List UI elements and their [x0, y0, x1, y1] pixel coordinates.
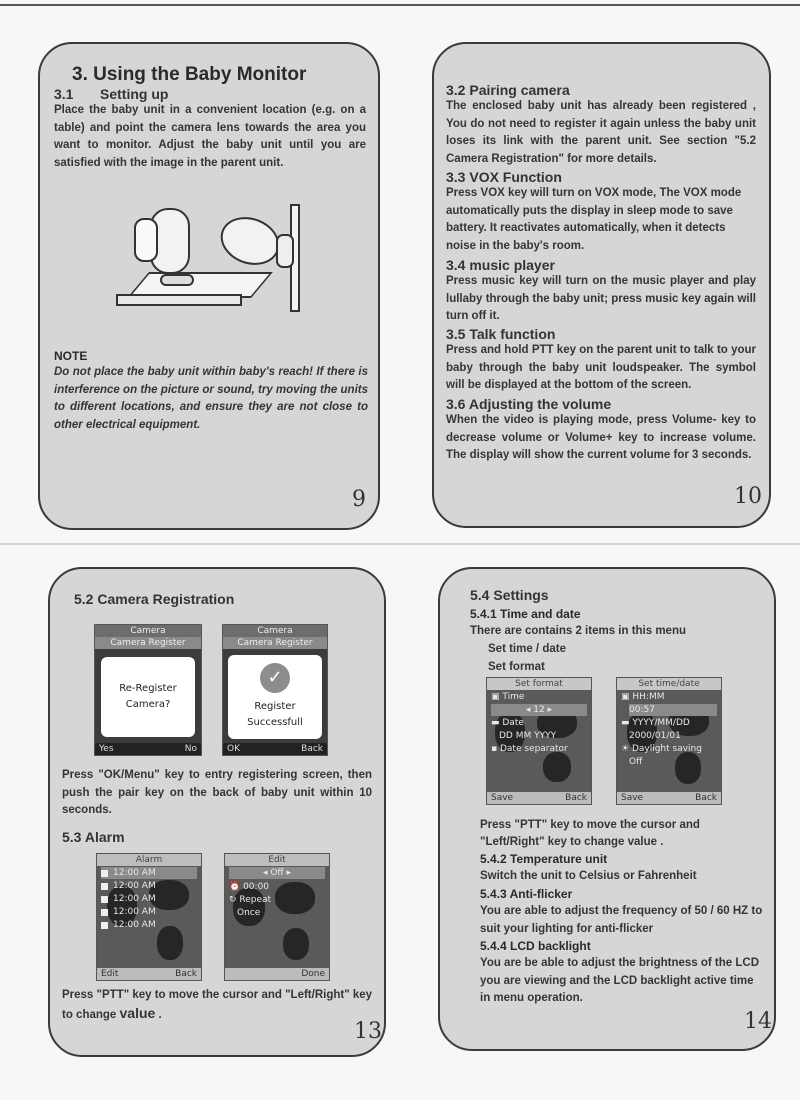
screen-header: Set time/date: [617, 678, 721, 690]
alarm-toggle[interactable]: ◂ Off ▸: [229, 867, 325, 879]
page-13-panel: [48, 567, 386, 1057]
alarm-time[interactable]: ⏰ 00:00: [229, 882, 270, 892]
set-time-date-screen: [616, 677, 722, 805]
top-sheet-edge: [0, 4, 800, 6]
set-format-screen: [486, 677, 592, 805]
alarm-repeat-value[interactable]: Once: [237, 908, 261, 918]
save-softkey[interactable]: Save: [621, 793, 644, 803]
date-label: ▬ Date: [491, 718, 524, 728]
alarm-item[interactable]: 12:00 AM: [101, 893, 197, 905]
back-softkey[interactable]: Back: [565, 793, 587, 803]
section-5-4-3-title: 5.4.3 Anti-flicker: [480, 887, 573, 901]
page-title: 3. Using the Baby Monitor: [72, 64, 307, 85]
setup-text: Place the baby unit in a convenient location (e.g. on a table) and point the camera lens towards the area you want to monitor. Adjust the baby unit until you are satisfied with the image in the parent unit.: [54, 104, 366, 169]
dialog-text: Register Successfull: [247, 701, 303, 728]
screen-subheader: Camera Register: [223, 637, 327, 649]
time-value[interactable]: 00:57: [629, 704, 717, 716]
note-text: Do not place the baby unit within baby's reach! If there is interference on the picture or sound, try moving the units to different locations, and ensure they are not close to other electrical equipment.: [54, 366, 368, 431]
section-number: 3.1: [54, 86, 74, 102]
screen-header: Camera: [95, 625, 201, 637]
done-softkey[interactable]: Done: [301, 969, 325, 979]
section-title: Setting up: [100, 86, 169, 102]
date-label: ▬ YYYY/MM/DD: [621, 718, 690, 728]
check-icon: ✓: [260, 663, 290, 693]
section-3-6-title: 3.6 Adjusting the volume: [446, 396, 612, 412]
anti-flicker-text: You are able to adjust the frequency of 50 / 60 HZ to suit your lighting for anti-flicker: [480, 905, 763, 935]
back-softkey[interactable]: Back: [695, 793, 717, 803]
page-number: 9: [352, 487, 366, 512]
alarm-item[interactable]: 12:00 AM: [101, 906, 197, 918]
section-5-4-2-title: 5.4.2 Temperature unit: [480, 852, 608, 866]
section-5-3-title: 5.3 Alarm: [62, 829, 125, 845]
section-5-4-1-title: 5.4.1 Time and date: [470, 607, 581, 621]
temperature-text: Switch the unit to Celsius or Fahrenheit: [480, 870, 697, 882]
edit-softkey[interactable]: Edit: [101, 969, 119, 979]
baby-unit-illustration: [90, 194, 320, 324]
time-format-selector[interactable]: ◂ 12 ▸: [491, 704, 587, 716]
register-prompt-screen: [94, 624, 202, 756]
section-3-2-title: 3.2 Pairing camera: [446, 82, 570, 98]
page-14-panel: [438, 567, 776, 1051]
time-label: ▣ Time: [491, 692, 525, 702]
page-9-panel: [38, 42, 380, 530]
cursor-instruction-line2: "Left/Right" key to change value .: [480, 836, 664, 848]
success-dialog: [228, 655, 322, 739]
screen-header: Camera: [223, 625, 327, 637]
menu-item-set-time-date: Set time / date: [488, 643, 566, 655]
alarm-text: Press "PTT" key to move the cursor and "Left/Right" key to change value .: [62, 989, 373, 1021]
page-number: 14: [744, 1009, 772, 1034]
alarm-item[interactable]: 12:00 AM: [101, 867, 197, 879]
date-separator-option[interactable]: ▪ Date separator: [491, 744, 568, 754]
yes-softkey[interactable]: Yes: [99, 744, 114, 754]
section-3-2-text: The enclosed baby unit has already been registered , You do not need to register it again unless the baby unit loses its link with the parent unit. See section "5.2 Camera Registration" for more details.: [446, 100, 756, 165]
cursor-instruction-line1: Press "PTT" key to move the cursor and: [480, 819, 700, 831]
section-3-3-text: Press VOX key will turn on VOX mode, The VOX mode automatically puts the display in sleep mode to save battery. It reactivates automatically, when it detects noise in the baby's room.: [446, 187, 742, 252]
section-5-2-title: 5.2 Camera Registration: [74, 591, 235, 607]
page-number: 13: [354, 1019, 382, 1044]
section-3-3-title: 3.3 VOX Function: [446, 169, 562, 185]
section-3-5-title: 3.5 Talk function: [446, 326, 556, 342]
section-3-5-text: Press and hold PTT key on the parent unit to talk to your baby through the baby unit loudspeaker. The symbol will be displayed at the bottom of the screen.: [446, 344, 756, 391]
menu-item-set-format: Set format: [488, 661, 545, 673]
back-softkey[interactable]: Back: [175, 969, 197, 979]
daylight-saving-label: ☀ Daylight saving: [621, 744, 702, 754]
sheet-fold: [0, 543, 800, 545]
screen-subheader: Camera Register: [95, 637, 201, 649]
no-softkey[interactable]: No: [184, 744, 197, 754]
alarm-repeat-label: ↻ Repeat: [229, 895, 272, 905]
screen-header: Edit: [225, 854, 329, 866]
section-3-6-text: When the video is playing mode, press Volume- key to decrease volume or Volume+ key to increase volume. The display will show the current volume for 3 seconds.: [446, 414, 756, 461]
alarm-screen: [96, 853, 202, 981]
back-softkey[interactable]: Back: [301, 744, 323, 754]
register-success-screen: [222, 624, 328, 756]
reregister-dialog: [101, 657, 195, 737]
alarm-item[interactable]: 12:00 AM: [101, 919, 197, 931]
dialog-text: Re-Register Camera?: [119, 683, 177, 710]
date-format-value[interactable]: DD MM YYYY: [499, 731, 557, 741]
section-5-4-4-title: 5.4.4 LCD backlight: [480, 939, 591, 953]
screen-header: Alarm: [97, 854, 201, 866]
section-3-4-title: 3.4 music player: [446, 257, 555, 273]
lcd-backlight-text: You are be able to adjust the brightness of the LCD you are viewing and the LCD backlight active time in menu operation.: [480, 957, 760, 1004]
page-number: 10: [734, 484, 762, 509]
section-5-4-title: 5.4 Settings: [470, 587, 549, 603]
alarm-item[interactable]: 12:00 AM: [101, 880, 197, 892]
time-label: ▣ HH:MM: [621, 692, 665, 702]
ok-softkey[interactable]: OK: [227, 744, 240, 754]
section-3-4-text: Press music key will turn on the music player and play lullaby through the baby unit; press music key again will turn off it.: [446, 275, 756, 322]
page-10-panel: [432, 42, 771, 528]
daylight-saving-value[interactable]: Off: [629, 757, 643, 767]
alarm-edit-screen: [224, 853, 330, 981]
save-softkey[interactable]: Save: [491, 793, 514, 803]
date-value[interactable]: 2000/01/01: [629, 731, 681, 741]
note-heading: NOTE: [54, 349, 88, 363]
time-date-intro: There are contains 2 items in this menu: [470, 625, 687, 637]
screen-header: Set format: [487, 678, 591, 690]
registration-text: Press "OK/Menu" key to entry registering screen, then push the pair key on the back of baby unit within 10 seconds.: [62, 769, 372, 816]
